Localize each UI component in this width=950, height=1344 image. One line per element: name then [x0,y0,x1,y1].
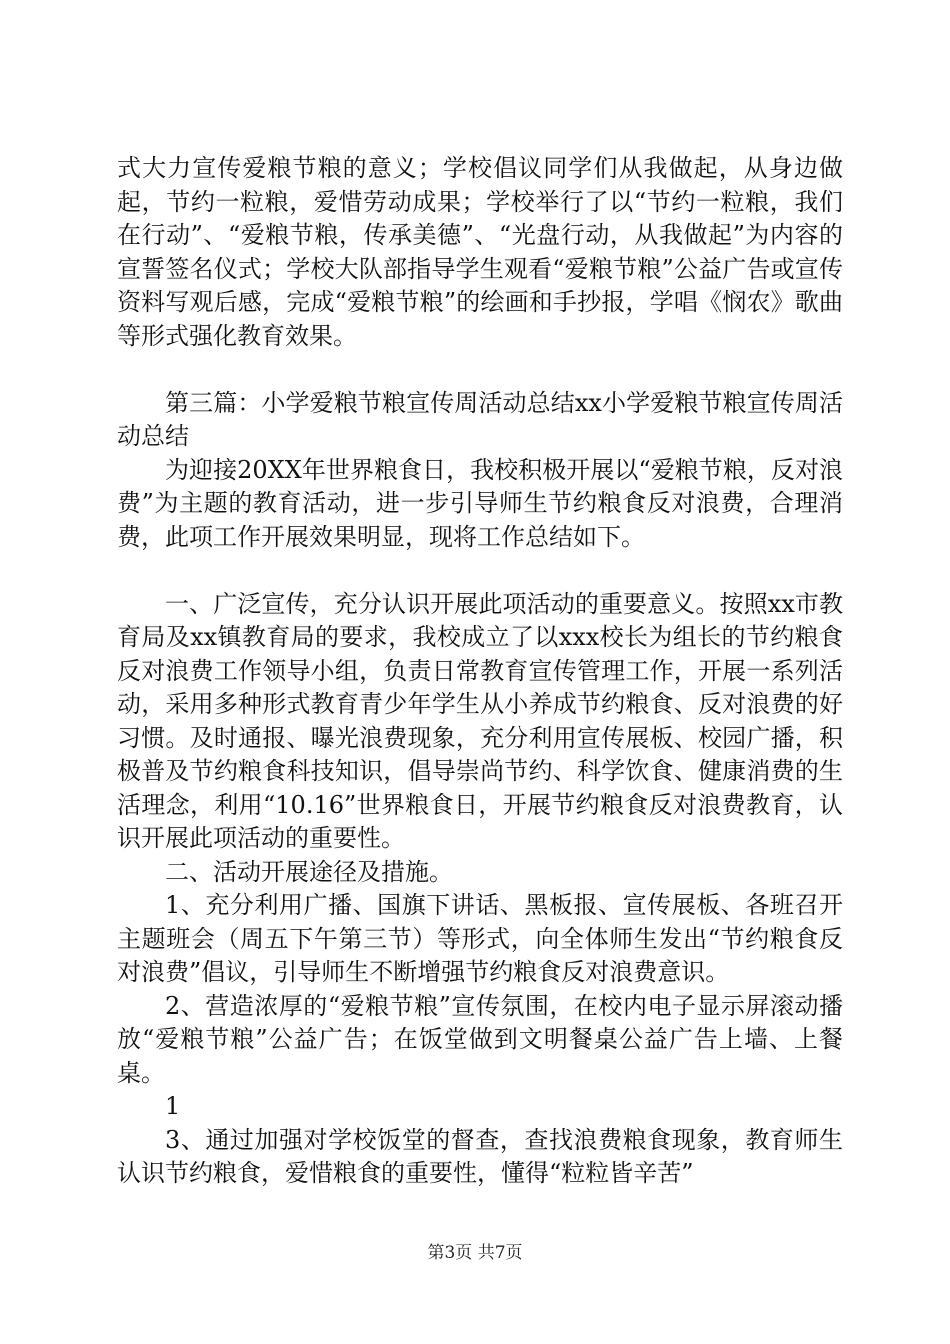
paragraph-item-3: 3、通过加强对学校饭堂的督查，查找浪费粮食现象，教育师生认识节约粮食，爱惜粮食的重要性，懂得“粒粒皆辛苦” [117,1125,843,1187]
paragraph-continuation: 式大力宣传爱粮节粮的意义；学校倡议同学们从我做起，从身边做起，节约一粒粮，爱惜劳动成果；学校举行了以“节约一粒粮，我们在行动”、“爱粮节粮，传承美德”、“光盘行动，从我做起”为内容的宣誓签名仪式；学校大队部指导学生观看“爱粮节粮”公益广告或宣传资料写观后感，完成“爱粮节粮”的绘画和手抄报，学唱《悯农》歌曲等形式强化教育效果。 [117,154,843,350]
paragraph-item-2: 2、营造浓厚的“爱粮节粮”宣传氛围，在校内电子显示屏滚动播放“爱粮节粮”公益广告；在饭堂做到文明餐桌公益广告上墙、上餐桌。 [117,991,843,1087]
section-heading-part-three: 第三篇：小学爱粮节粮宣传周活动总结xx小学爱粮节粮宣传周活动总结 [117,388,843,450]
inline-page-number: 1 [165,1092,181,1120]
paragraph-item-1: 1、充分利用广播、国旗下讲话、黑板报、宣传展板、各班召开主题班会（周五下午第三节）等形式，向全体师生发出“节约粮食反对浪费”倡议，引导师生不断增强节约粮食反对浪费意识。 [117,891,843,986]
document-body [117,152,843,1191]
paragraph-section-one: 一、广泛宣传，充分认识开展此项活动的重要意义。按照xx市教育局及xx镇教育局的要求，我校成立了以xxx校长为组长的节约粮食反对浪费工作领导小组，负责日常教育宣传管理工作，开展一系列活动，采用多种形式教育青少年学生从小养成节约粮食、反对浪费的好习惯。及时通报、曝光浪费现象，充分利用宣传展板、校园广播，积极普及节约粮食科技知识，倡导崇尚节约、科学饮食、健康消费的生活理念，利用“10.16”世界粮食日，开展节约粮食反对浪费教育，认识开展此项活动的重要性。 [117,589,843,852]
paragraph-section-two-heading: 二、活动开展途径及措施。 [165,857,453,886]
paragraph-intro: 为迎接20XX年世界粮食日，我校积极开展以“爱粮节粮，反对浪费”为主题的教育活动，进一步引导师生节约粮食反对浪费，合理消费，此项工作开展效果明显，现将工作总结如下。 [117,455,843,551]
page-footer: 第3页 共7页 [427,1243,523,1263]
